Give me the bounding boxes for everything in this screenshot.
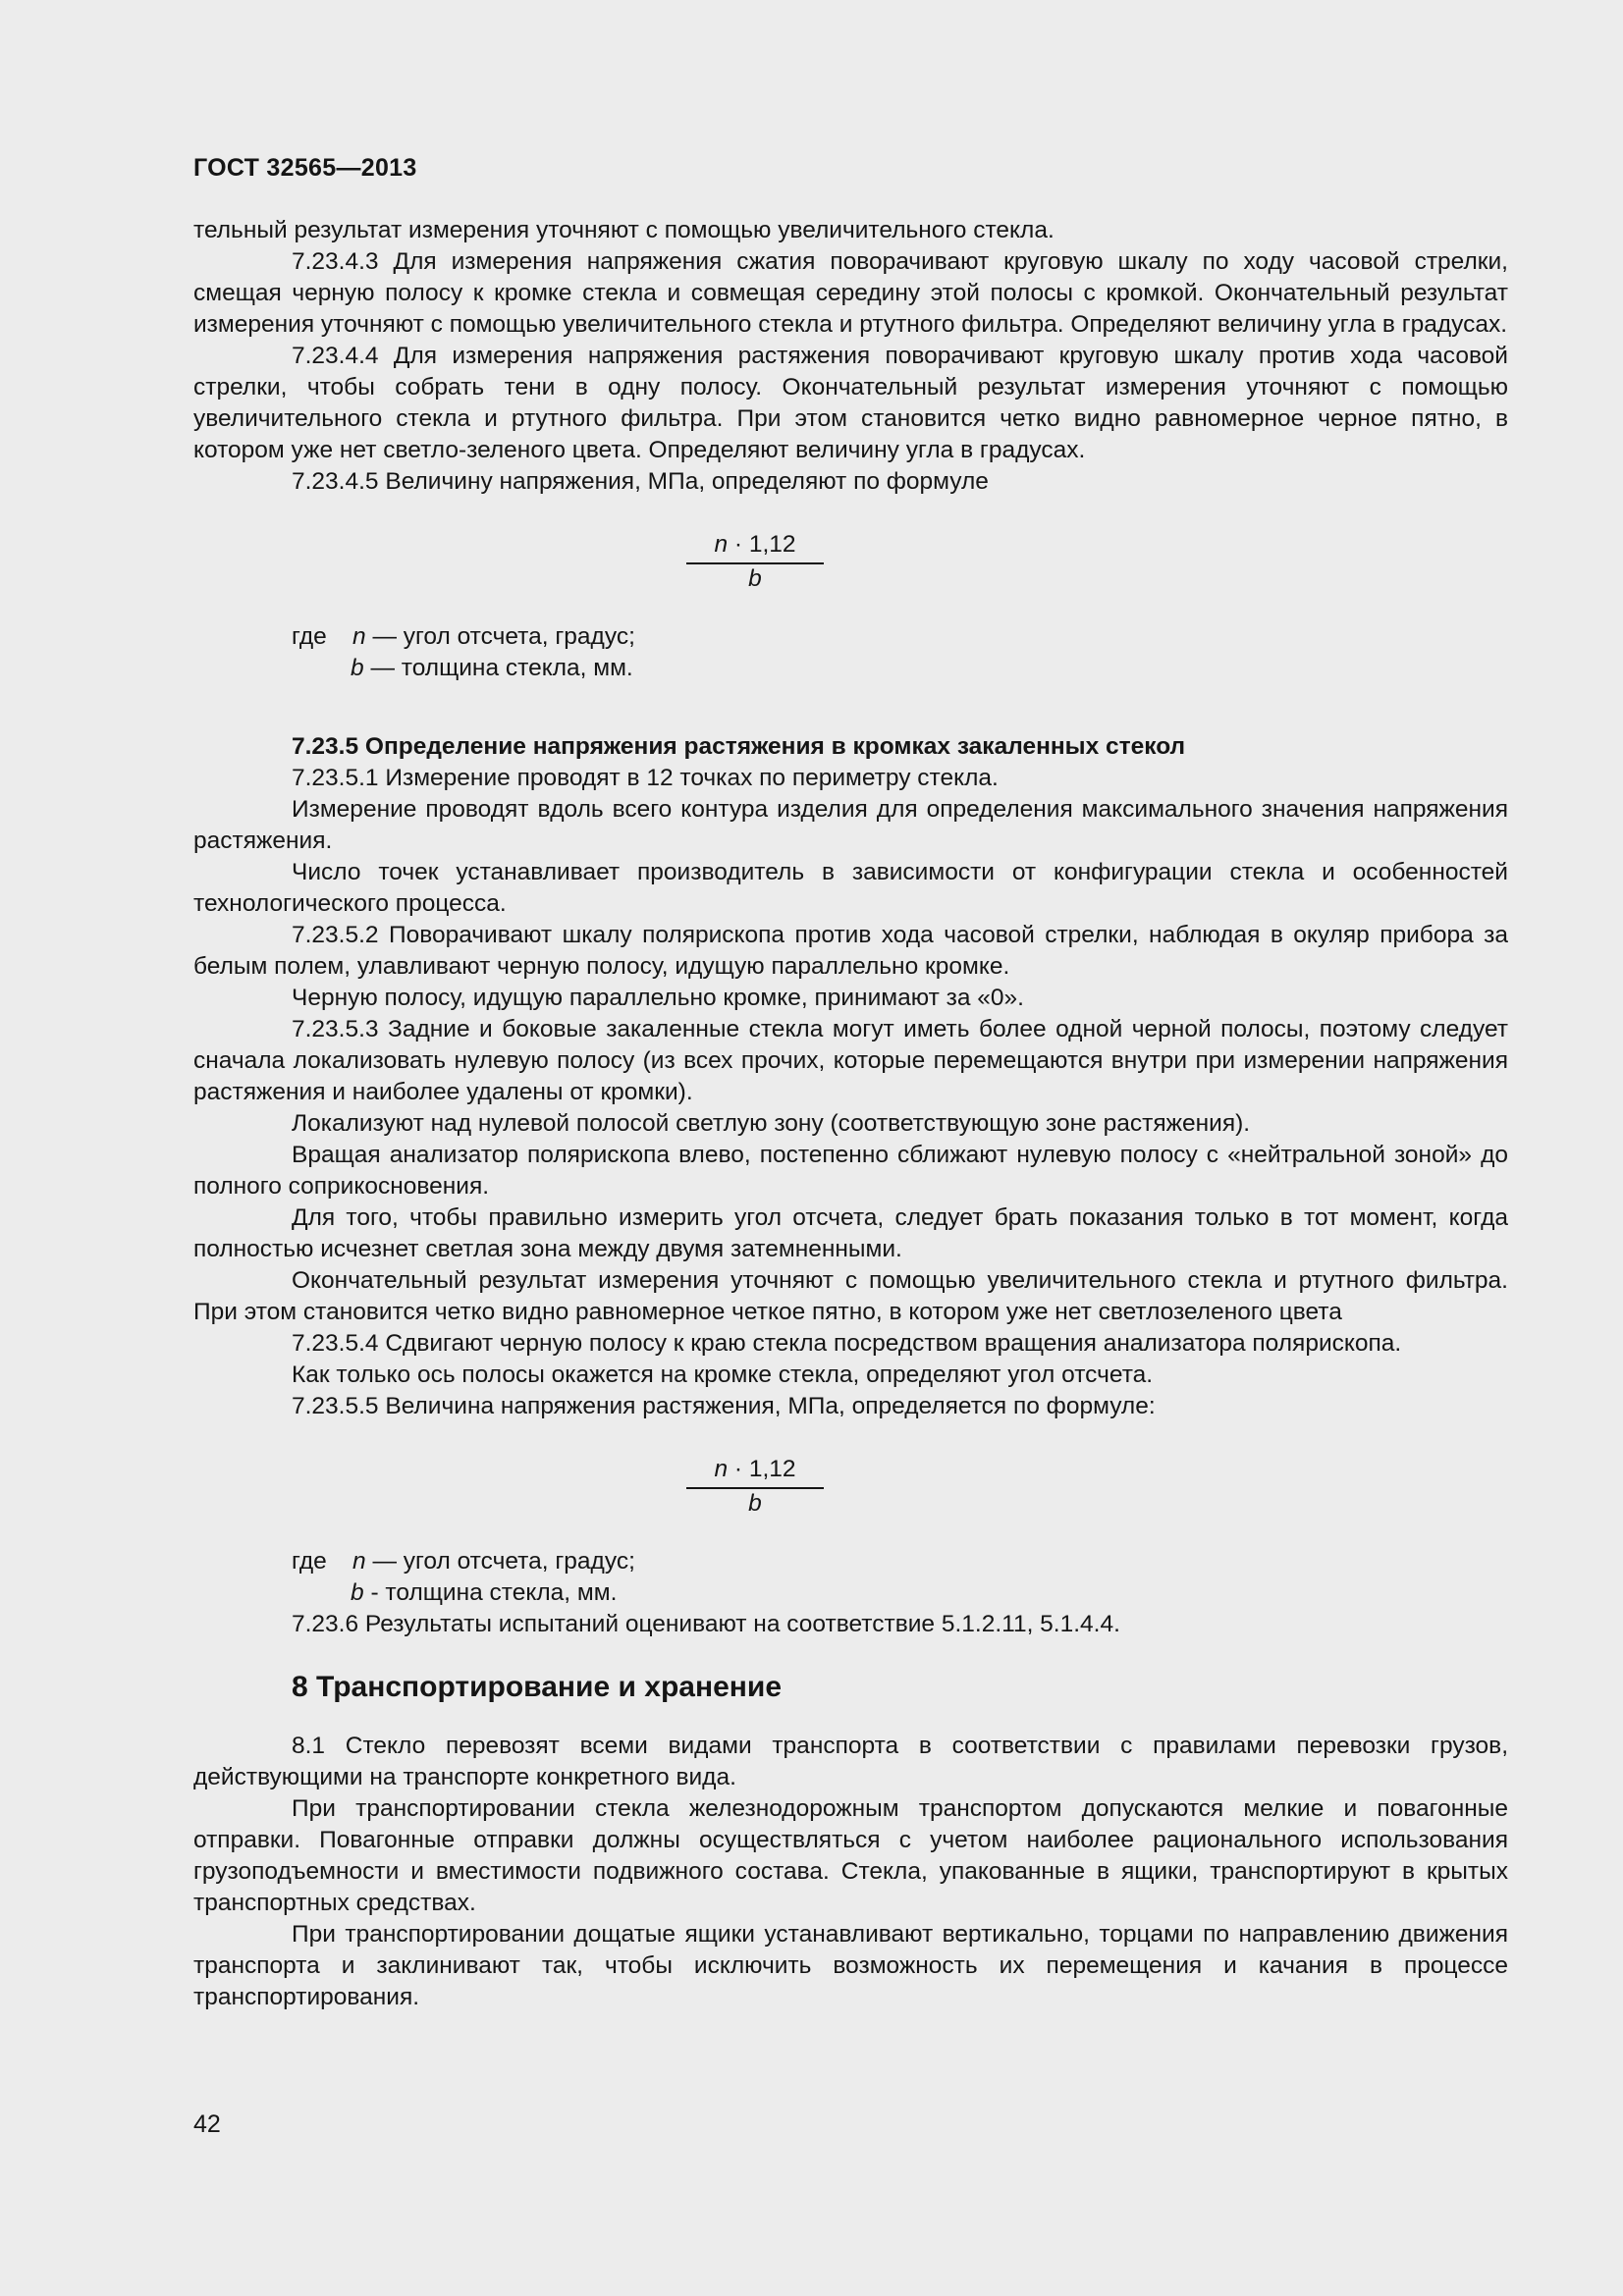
- paragraph-7-23-5-2: 7.23.5.2 Поворачивают шкалу полярископа против хода часовой стрелки, наблюдая в окуляр прибора за белым полем, улавливают черную полосу, идущую параллельно кромке.: [193, 922, 1508, 980]
- where-var-b: b: [351, 1579, 364, 1606]
- paragraph-8-1: 8.1 Стекло перевозят всеми видами транспорта в соответствии с правилами перевозки грузов, действующими на транспорте конкретного вида.: [193, 1733, 1508, 1790]
- where-desc-b: — толщина стекла, мм.: [363, 655, 633, 681]
- paragraph-7-23-5-3: 7.23.5.3 Задние и боковые закаленные стекла могут иметь более одной черной полосы, поэтому следует сначала локализовать нулевую полосу (из всех прочих, которые перемещаются внутри при измерении напряжения растяжения и наиболее удалены от кромки).: [193, 1016, 1508, 1105]
- subsection-heading-7-23-5: 7.23.5 Определение напряжения растяжения в кромках закаленных стекол: [292, 733, 1186, 760]
- where-var-b: b: [351, 655, 364, 681]
- where-desc-n: — угол отсчета, градус;: [365, 1548, 635, 1575]
- formula-var-n: n: [714, 531, 729, 558]
- where-row-n: [193, 1546, 1508, 1577]
- page-number: 42: [193, 2110, 221, 2138]
- paragraph-7-23-5-5: 7.23.5.5 Величина напряжения растяжения, МПа, определяется по формуле:: [292, 1393, 1156, 1419]
- paragraph-7-23-5-4: 7.23.5.4 Сдвигают черную полосу к краю стекла посредством вращения анализатора полярископа.: [292, 1330, 1402, 1357]
- paragraph-7-23-4-5: 7.23.4.5 Величину напряжения, МПа, определяют по формуле: [292, 468, 989, 495]
- where-block-1: [193, 621, 1508, 684]
- paragraph: При транспортировании стекла железнодорожным транспортом допускаются мелкие и повагонные отправки. Повагонные отправки должны осуществляться с учетом наиболее рационального использования грузоподъемности и вместимости подвижного состава. Стекла, упакованные в ящики, транспортируют в крытых транспортных средствах.: [193, 1795, 1508, 1916]
- formula-numerator-rest: · 1,12: [728, 1456, 796, 1482]
- document-body: [193, 215, 1508, 2013]
- where-var-n: n: [352, 623, 366, 650]
- paragraph-7-23-5-1: 7.23.5.1 Измерение проводят в 12 точках по периметру стекла.: [292, 765, 999, 791]
- formula-numerator: [686, 529, 824, 561]
- where-row-b: [193, 653, 1508, 684]
- fraction-line: [686, 562, 824, 564]
- where-keyword: где: [292, 623, 327, 650]
- paragraph-continuation: тельный результат измерения уточняют с помощью увеличительного стекла.: [193, 217, 1055, 243]
- where-keyword: где: [292, 1548, 327, 1575]
- paragraph: Вращая анализатор полярископа влево, постепенно сближают нулевую полосу с «нейтральной зоной» до полного соприкосновения.: [193, 1142, 1508, 1200]
- paragraph: Для того, чтобы правильно измерить угол отсчета, следует брать показания только в тот момент, когда полностью исчезнет светлая зона между двумя затемненными.: [193, 1204, 1508, 1262]
- where-var-n: n: [352, 1548, 366, 1575]
- where-desc-n: — угол отсчета, градус;: [365, 623, 635, 650]
- formula-denominator: b: [748, 565, 762, 592]
- formula-stress-1: [686, 529, 824, 592]
- fraction-line: [686, 1487, 824, 1489]
- formula-stress-2: [686, 1454, 824, 1517]
- where-row-n: [193, 621, 1508, 653]
- formula-denominator: b: [748, 1490, 762, 1517]
- paragraph: При транспортировании дощатые ящики устанавливают вертикально, торцами по направлению движения транспорта и заклинивают так, чтобы исключить возможность их перемещения и качания в процессе транспортирования.: [193, 1921, 1508, 2010]
- paragraph-7-23-6: 7.23.6 Результаты испытаний оценивают на соответствие 5.1.2.11, 5.1.4.4.: [292, 1611, 1120, 1637]
- paragraph-7-23-4-3: 7.23.4.3 Для измерения напряжения сжатия поворачивают круговую шкалу по ходу часовой стрелки, смещая черную полосу к кромке стекла и совмещая середину этой полосы с кромкой. Окончательный результат измерения уточняют с помощью увеличительного стекла и ртутного фильтра. Определяют величину угла в градусах.: [193, 248, 1508, 338]
- paragraph: Черную полосу, идущую параллельно кромке, принимают за «0».: [292, 985, 1024, 1011]
- formula-numerator-rest: · 1,12: [728, 531, 796, 558]
- document-header-code: ГОСТ 32565—2013: [193, 154, 417, 182]
- paragraph: Как только ось полосы окажется на кромке стекла, определяют угол отсчета.: [292, 1362, 1154, 1388]
- where-row-b: [193, 1577, 1508, 1609]
- paragraph: Число точек устанавливает производитель в зависимости от конфигурации стекла и особенностей технологического процесса.: [193, 859, 1508, 917]
- formula-var-n: n: [714, 1456, 729, 1482]
- paragraph: Локализуют над нулевой полосой светлую зону (соответствующую зоне растяжения).: [292, 1110, 1251, 1137]
- where-desc-b: - толщина стекла, мм.: [363, 1579, 618, 1606]
- section-heading-8: 8 Транспортирование и хранение: [292, 1671, 783, 1703]
- paragraph: Окончательный результат измерения уточняют с помощью увеличительного стекла и ртутного фильтра. При этом становится четко видно равномерное четкое пятно, в котором уже нет светлозеленого цвета: [193, 1267, 1508, 1325]
- paragraph-7-23-4-4: 7.23.4.4 Для измерения напряжения растяжения поворачивают круговую шкалу против хода часовой стрелки, чтобы собрать тени в одну полосу. Окончательный результат измерения уточняют с помощью увеличительного стекла и ртутного фильтра. При этом становится четко видно равномерное черное пятно, в котором уже нет светло-зеленого цвета. Определяют величину угла в градусах.: [193, 343, 1508, 463]
- where-block-2: [193, 1546, 1508, 1609]
- paragraph: Измерение проводят вдоль всего контура изделия для определения максимального значения напряжения растяжения.: [193, 796, 1508, 854]
- formula-numerator: [686, 1454, 824, 1485]
